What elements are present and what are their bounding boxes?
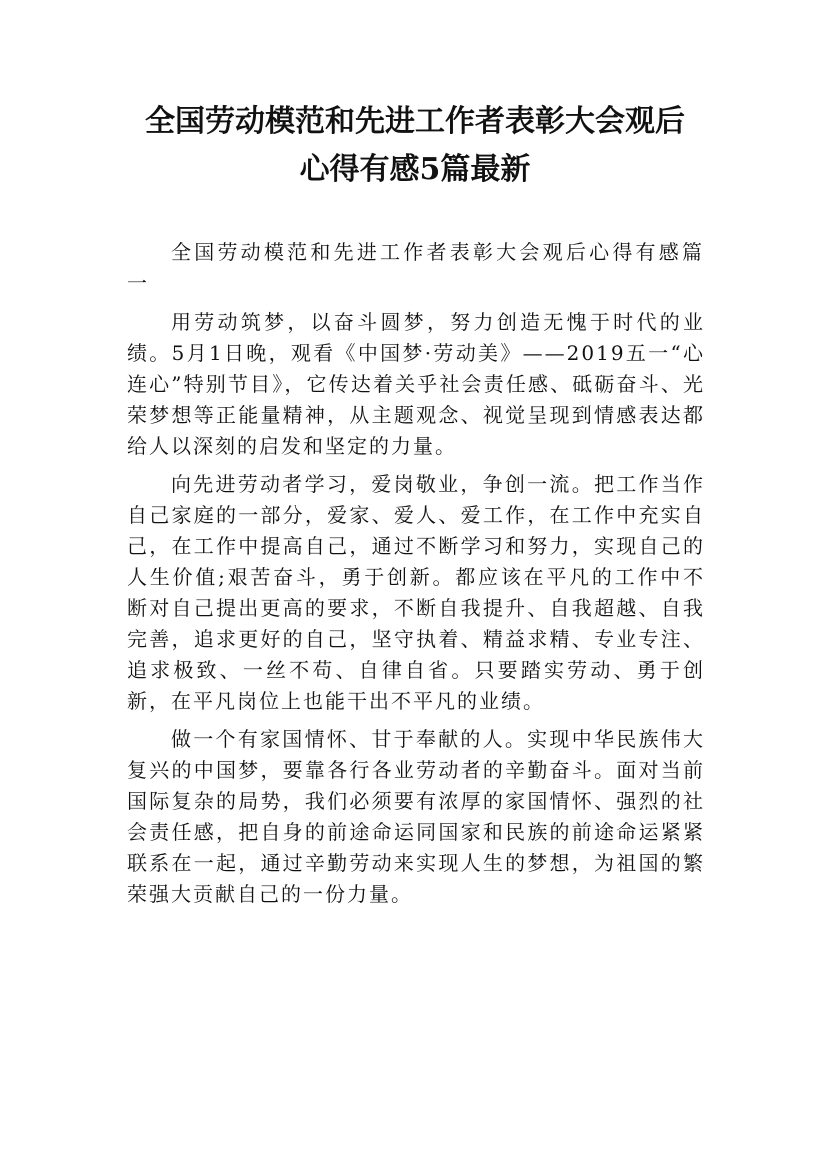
- paragraph-1: 用劳动筑梦，以奋斗圆梦，努力创造无愧于时代的业绩。5月1日晚，观看《中国梦·劳动美》——2019五一“心连心”特别节目》，它传达着关乎社会责任感、砥砺奋斗、光荣梦想等正能量精神，从主题观念、视觉呈现到情感表达都给人以深刻的启发和坚定的力量。: [127, 310, 705, 458]
- document-body: [127, 237, 705, 917]
- title-line-1: 全国劳动模范和先进工作者表彰大会观后: [145, 104, 685, 139]
- paragraph-2: 向先进劳动者学习，爱岗敬业，争创一流。把工作当作自己家庭的一部分，爱家、爱人、爱工作，在工作中充实自己，在工作中提高自己，通过不断学习和努力，实现自己的人生价值;艰苦奋斗，勇于创新。都应该在平凡的工作中不断对自己提出更高的要求，不断自我提升、自我超越、自我完善，追求更好的自己，坚守执着、精益求精、专业专注、追求极致、一丝不苟、自律自省。只要踏实劳动、勇于创新，在平凡岗位上也能干出不平凡的业绩。: [127, 472, 705, 713]
- section-heading: 全国劳动模范和先进工作者表彰大会观后心得有感篇一: [127, 240, 705, 295]
- document-title: [90, 98, 740, 194]
- paragraph-3: 做一个有家国情怀、甘于奉献的人。实现中华民族伟大复兴的中国梦，要靠各行各业劳动者的辛勤奋斗。面对当前国际复杂的局势，我们必须要有浓厚的家国情怀、强烈的社会责任感，把自身的前途命运同国家和民族的前途命运紧紧联系在一起，通过辛勤劳动来实现人生的梦想，为祖国的繁荣强大贡献自己的一份力量。: [127, 727, 705, 906]
- title-line-2: 心得有感5篇最新: [299, 152, 531, 187]
